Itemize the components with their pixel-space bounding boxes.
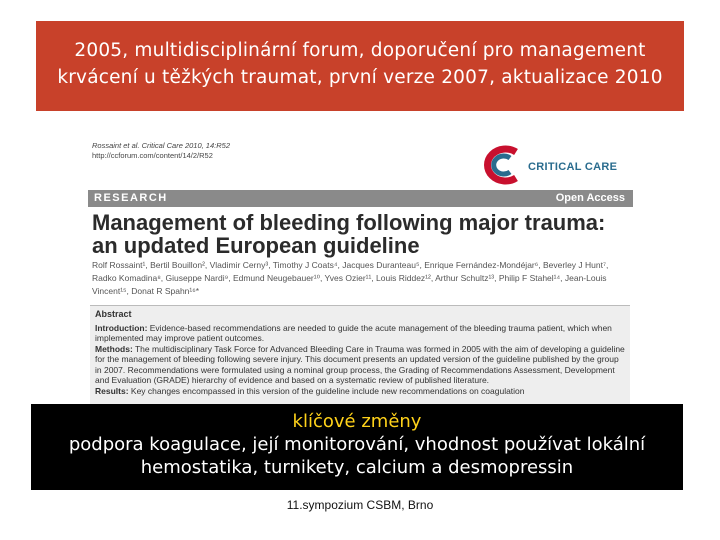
key-changes-heading: klíčové změny (292, 411, 422, 432)
citation-url: http://ccforum.com/content/14/2/R52 (92, 151, 213, 160)
slide-title-line-1: 2005, multidisciplinární forum, doporučení pro management (74, 40, 646, 61)
methods-text: The multidisciplinary Task Force for Advanced Bleeding Care in Trauma was formed in 2005 with the aim of developing a guideline for the management of bleeding following severe injury. This document presents an updated version of the guideline published by the group in 2007. Recommendations were formulated using a nominal group process, the Grading of Recommendations Assessment, Development and Evaluation (GRADE) hierarchy of evidence and based on a systematic review of published literature. (95, 343, 625, 385)
abstract-box (90, 305, 630, 405)
logo-text: CRITICAL CARE (528, 161, 618, 173)
results-text: Key changes encompassed in this version of the guideline include new recommendations on coagulation (128, 385, 525, 396)
intro-label: Introduction: (95, 322, 148, 333)
methods-label: Methods: (95, 343, 133, 354)
abstract-introduction (95, 323, 625, 344)
paper-title-line-2: an updated European guideline (92, 233, 420, 258)
abstract-heading: Abstract (95, 309, 132, 319)
results-label: Results: (95, 385, 129, 396)
citation-journal: Rossaint et al. Critical Care 2010, 14:R52 (92, 141, 230, 150)
open-access-label: Open Access (555, 192, 625, 204)
slide-title (36, 21, 684, 111)
paper-title-line-1: Management of bleeding following major trauma: (92, 210, 606, 235)
paper-title (92, 211, 605, 257)
key-changes-box (31, 404, 683, 490)
abstract-methods (95, 344, 625, 386)
key-changes-line-2: hemostatika, turnikety, calcium a desmopressin (140, 457, 574, 478)
footer: 11.sympozium CSBM, Brno (286, 498, 434, 512)
section-band (88, 190, 633, 207)
author-list: Rolf Rossaint¹, Bertil Bouillon², Vladimir Cerny³, Timothy J Coats⁴, Jacques Duranteau⁵, Enrique Fernández-Mondéjar⁶, Beverley J Hunt⁷, Radko Komadina⁸, Giuseppe Nardi⁹, Edmund Neugebauer¹⁰, Yves Ozier¹¹, Louis Riddez¹², Arthur Schultz¹³, Philip F Stahel¹⁴, Jean-Louis Vincent¹⁵, Donat R Spahn¹⁶* (92, 260, 609, 296)
slide-title-line-2: krvácení u těžkých traumat, první verze 2007, aktualizace 2010 (57, 67, 663, 88)
citation (92, 141, 230, 161)
abstract-results (95, 386, 625, 397)
key-changes-line-1: podpora koagulace, její monitorování, vhodnost používat lokální (68, 434, 646, 455)
critical-care-logo (478, 143, 633, 187)
section-label: RESEARCH (94, 192, 168, 204)
critical-care-logo-icon (478, 143, 526, 187)
paper-screenshot (88, 135, 633, 405)
intro-text: Evidence-based recommendations are needed to guide the acute management of the bleeding trauma patient, which when implemented may improve patient outcomes. (95, 322, 612, 343)
